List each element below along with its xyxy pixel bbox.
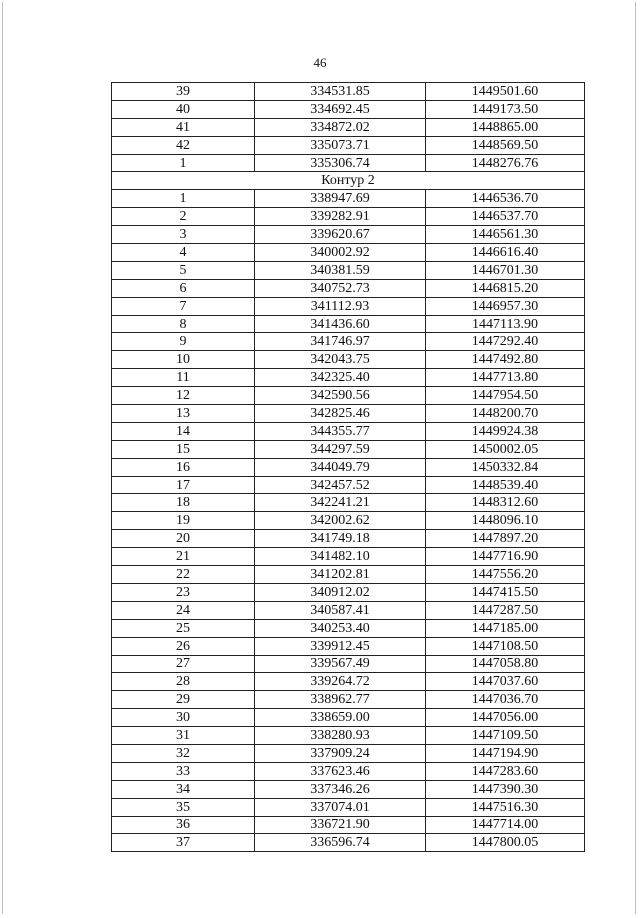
- x-coordinate-cell: 341436.60: [255, 315, 426, 333]
- y-coordinate-cell: 1447194.90: [426, 744, 585, 762]
- y-coordinate-cell: 1446537.70: [426, 208, 585, 226]
- x-coordinate-cell: 335306.74: [255, 154, 426, 172]
- section-title: Контур 2: [112, 172, 585, 190]
- y-coordinate-cell: 1446957.30: [426, 297, 585, 315]
- table-row: [112, 762, 585, 780]
- table-row: [112, 691, 585, 709]
- x-coordinate-cell: 340381.59: [255, 261, 426, 279]
- point-number-cell: 22: [112, 566, 255, 584]
- table-row: [112, 709, 585, 727]
- point-number-cell: 33: [112, 762, 255, 780]
- x-coordinate-cell: 344049.79: [255, 458, 426, 476]
- point-number-cell: 40: [112, 100, 255, 118]
- y-coordinate-cell: 1446701.30: [426, 261, 585, 279]
- table-row: [112, 619, 585, 637]
- point-number-cell: 35: [112, 798, 255, 816]
- x-coordinate-cell: 342590.56: [255, 387, 426, 405]
- x-coordinate-cell: 344355.77: [255, 422, 426, 440]
- point-number-cell: 16: [112, 458, 255, 476]
- point-number-cell: 42: [112, 136, 255, 154]
- x-coordinate-cell: 340002.92: [255, 244, 426, 262]
- table-row: [112, 405, 585, 423]
- table-row: [112, 226, 585, 244]
- point-number-cell: 32: [112, 744, 255, 762]
- x-coordinate-cell: 342043.75: [255, 351, 426, 369]
- point-number-cell: 30: [112, 709, 255, 727]
- y-coordinate-cell: 1449501.60: [426, 83, 585, 101]
- point-number-cell: 7: [112, 297, 255, 315]
- point-number-cell: 36: [112, 816, 255, 834]
- table-row: [112, 512, 585, 530]
- y-coordinate-cell: 1447713.80: [426, 369, 585, 387]
- table-row: [112, 494, 585, 512]
- x-coordinate-cell: 340587.41: [255, 601, 426, 619]
- y-coordinate-cell: 1448276.76: [426, 154, 585, 172]
- x-coordinate-cell: 340253.40: [255, 619, 426, 637]
- point-number-cell: 27: [112, 655, 255, 673]
- table-row: [112, 530, 585, 548]
- x-coordinate-cell: 341746.97: [255, 333, 426, 351]
- point-number-cell: 13: [112, 405, 255, 423]
- y-coordinate-cell: 1446536.70: [426, 190, 585, 208]
- y-coordinate-cell: 1446815.20: [426, 279, 585, 297]
- coordinates-table: [111, 82, 585, 852]
- point-number-cell: 18: [112, 494, 255, 512]
- x-coordinate-cell: 342325.40: [255, 369, 426, 387]
- point-number-cell: 20: [112, 530, 255, 548]
- x-coordinate-cell: 340912.02: [255, 583, 426, 601]
- x-coordinate-cell: 344297.59: [255, 440, 426, 458]
- table-row: [112, 816, 585, 834]
- y-coordinate-cell: 1447390.30: [426, 780, 585, 798]
- point-number-cell: 14: [112, 422, 255, 440]
- y-coordinate-cell: 1447800.05: [426, 834, 585, 852]
- table-row: [112, 83, 585, 101]
- y-coordinate-cell: 1447037.60: [426, 673, 585, 691]
- y-coordinate-cell: 1447415.50: [426, 583, 585, 601]
- point-number-cell: 8: [112, 315, 255, 333]
- point-number-cell: 1: [112, 190, 255, 208]
- point-number-cell: 10: [112, 351, 255, 369]
- x-coordinate-cell: 342002.62: [255, 512, 426, 530]
- y-coordinate-cell: 1446616.40: [426, 244, 585, 262]
- point-number-cell: 11: [112, 369, 255, 387]
- y-coordinate-cell: 1448569.50: [426, 136, 585, 154]
- table-row: [112, 673, 585, 691]
- x-coordinate-cell: 340752.73: [255, 279, 426, 297]
- x-coordinate-cell: 336721.90: [255, 816, 426, 834]
- table-row: [112, 566, 585, 584]
- point-number-cell: 37: [112, 834, 255, 852]
- table-row: [112, 190, 585, 208]
- point-number-cell: 23: [112, 583, 255, 601]
- table-row: [112, 100, 585, 118]
- y-coordinate-cell: 1447556.20: [426, 566, 585, 584]
- point-number-cell: 31: [112, 727, 255, 745]
- y-coordinate-cell: 1448539.40: [426, 476, 585, 494]
- point-number-cell: 28: [112, 673, 255, 691]
- point-number-cell: 21: [112, 548, 255, 566]
- table-row: [112, 279, 585, 297]
- table-row: [112, 369, 585, 387]
- y-coordinate-cell: 1447954.50: [426, 387, 585, 405]
- y-coordinate-cell: 1447897.20: [426, 530, 585, 548]
- point-number-cell: 19: [112, 512, 255, 530]
- x-coordinate-cell: 341112.93: [255, 297, 426, 315]
- point-number-cell: 4: [112, 244, 255, 262]
- point-number-cell: 26: [112, 637, 255, 655]
- table-row: [112, 601, 585, 619]
- point-number-cell: 25: [112, 619, 255, 637]
- x-coordinate-cell: 334531.85: [255, 83, 426, 101]
- y-coordinate-cell: 1447287.50: [426, 601, 585, 619]
- point-number-cell: 24: [112, 601, 255, 619]
- point-number-cell: 29: [112, 691, 255, 709]
- y-coordinate-cell: 1449173.50: [426, 100, 585, 118]
- x-coordinate-cell: 338659.00: [255, 709, 426, 727]
- table-row: [112, 351, 585, 369]
- table-row: [112, 637, 585, 655]
- point-number-cell: 3: [112, 226, 255, 244]
- table-row: [112, 440, 585, 458]
- x-coordinate-cell: 341749.18: [255, 530, 426, 548]
- table-row: [112, 476, 585, 494]
- x-coordinate-cell: 339567.49: [255, 655, 426, 673]
- y-coordinate-cell: 1448096.10: [426, 512, 585, 530]
- y-coordinate-cell: 1447036.70: [426, 691, 585, 709]
- x-coordinate-cell: 338280.93: [255, 727, 426, 745]
- x-coordinate-cell: 334872.02: [255, 118, 426, 136]
- point-number-cell: 12: [112, 387, 255, 405]
- x-coordinate-cell: 342457.52: [255, 476, 426, 494]
- point-number-cell: 34: [112, 780, 255, 798]
- y-coordinate-cell: 1448865.00: [426, 118, 585, 136]
- table-row: [112, 261, 585, 279]
- x-coordinate-cell: 339912.45: [255, 637, 426, 655]
- y-coordinate-cell: 1447492.80: [426, 351, 585, 369]
- y-coordinate-cell: 1448200.70: [426, 405, 585, 423]
- x-coordinate-cell: 337346.26: [255, 780, 426, 798]
- x-coordinate-cell: 338947.69: [255, 190, 426, 208]
- page-number: 46: [313, 55, 327, 70]
- table-row: [112, 798, 585, 816]
- point-number-cell: 5: [112, 261, 255, 279]
- y-coordinate-cell: 1447113.90: [426, 315, 585, 333]
- x-coordinate-cell: 341202.81: [255, 566, 426, 584]
- table-row: [112, 422, 585, 440]
- x-coordinate-cell: 339620.67: [255, 226, 426, 244]
- x-coordinate-cell: 339282.91: [255, 208, 426, 226]
- table-row: [112, 458, 585, 476]
- y-coordinate-cell: 1447292.40: [426, 333, 585, 351]
- point-number-cell: 15: [112, 440, 255, 458]
- coordinates-table-body: [112, 83, 585, 852]
- table-row: [112, 333, 585, 351]
- table-row: [112, 655, 585, 673]
- y-coordinate-cell: 1447716.90: [426, 548, 585, 566]
- y-coordinate-cell: 1450002.05: [426, 440, 585, 458]
- table-row: [112, 297, 585, 315]
- x-coordinate-cell: 338962.77: [255, 691, 426, 709]
- point-number-cell: 2: [112, 208, 255, 226]
- table-row: [112, 780, 585, 798]
- y-coordinate-cell: 1447108.50: [426, 637, 585, 655]
- table-row: [112, 136, 585, 154]
- table-row: [112, 387, 585, 405]
- point-number-cell: 1: [112, 154, 255, 172]
- y-coordinate-cell: 1447056.00: [426, 709, 585, 727]
- table-row: [112, 834, 585, 852]
- point-number-cell: 41: [112, 118, 255, 136]
- y-coordinate-cell: 1447109.50: [426, 727, 585, 745]
- table-row: [112, 244, 585, 262]
- table-row: [112, 118, 585, 136]
- y-coordinate-cell: 1447714.00: [426, 816, 585, 834]
- x-coordinate-cell: 341482.10: [255, 548, 426, 566]
- x-coordinate-cell: 336596.74: [255, 834, 426, 852]
- point-number-cell: 39: [112, 83, 255, 101]
- point-number-cell: 6: [112, 279, 255, 297]
- y-coordinate-cell: 1448312.60: [426, 494, 585, 512]
- x-coordinate-cell: 339264.72: [255, 673, 426, 691]
- y-coordinate-cell: 1447283.60: [426, 762, 585, 780]
- y-coordinate-cell: 1447185.00: [426, 619, 585, 637]
- table-row: [112, 154, 585, 172]
- x-coordinate-cell: 342825.46: [255, 405, 426, 423]
- x-coordinate-cell: 334692.45: [255, 100, 426, 118]
- table-row: [112, 315, 585, 333]
- y-coordinate-cell: 1449924.38: [426, 422, 585, 440]
- y-coordinate-cell: 1447058.80: [426, 655, 585, 673]
- point-number-cell: 17: [112, 476, 255, 494]
- x-coordinate-cell: 337909.24: [255, 744, 426, 762]
- x-coordinate-cell: 342241.21: [255, 494, 426, 512]
- y-coordinate-cell: 1447516.30: [426, 798, 585, 816]
- table-row: [112, 744, 585, 762]
- y-coordinate-cell: 1446561.30: [426, 226, 585, 244]
- table-row: [112, 548, 585, 566]
- section-row: [112, 172, 585, 190]
- point-number-cell: 9: [112, 333, 255, 351]
- x-coordinate-cell: 335073.71: [255, 136, 426, 154]
- table-row: [112, 583, 585, 601]
- table-row: [112, 727, 585, 745]
- table-row: [112, 208, 585, 226]
- x-coordinate-cell: 337623.46: [255, 762, 426, 780]
- y-coordinate-cell: 1450332.84: [426, 458, 585, 476]
- x-coordinate-cell: 337074.01: [255, 798, 426, 816]
